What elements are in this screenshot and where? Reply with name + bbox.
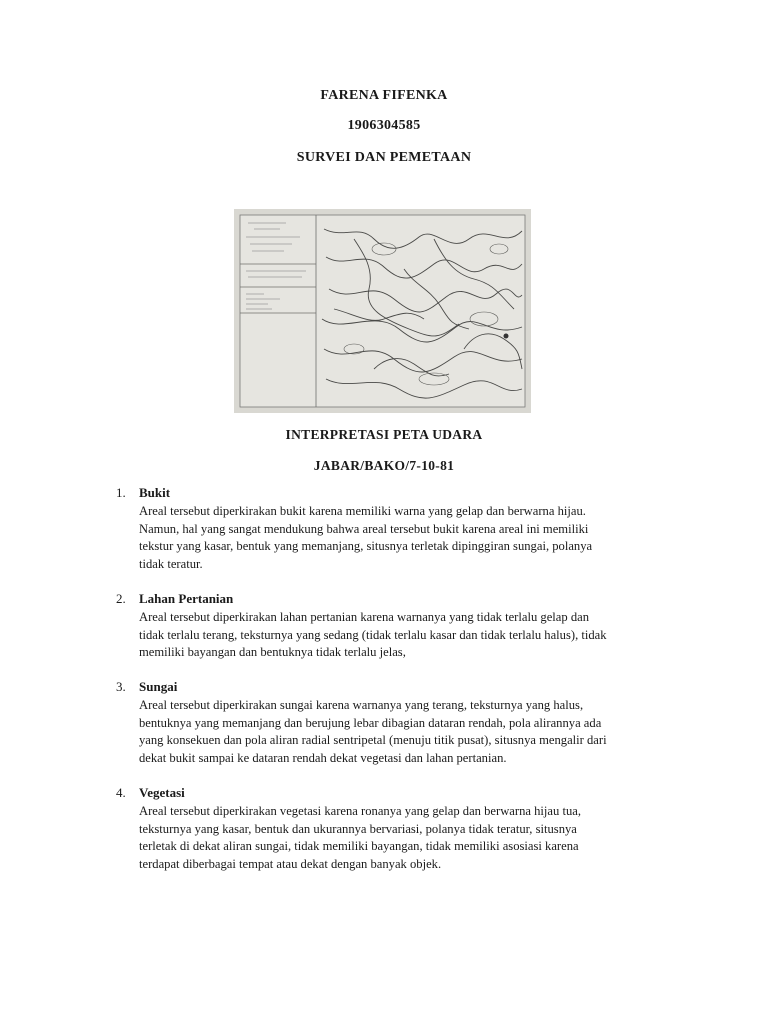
- item-title: Bukit: [139, 485, 171, 500]
- description-line: dekat bukit sampai ke dataran rendah dekat vegetasi dan lahan pertanian.: [139, 750, 507, 765]
- description-line: Areal tersebut diperkirakan sungai karena warnanya yang terang, teksturnya yang halus,: [139, 698, 584, 712]
- item-number: 4.: [116, 785, 126, 800]
- description-line: terdapat diberbagai tempat atau dekat dengan banyak objek.: [139, 856, 442, 871]
- description-line: Areal tersebut diperkirakan bukit karena memiliki warna yang gelap dan berwarna hijau.: [139, 504, 586, 518]
- item-description: [139, 697, 679, 767]
- item-title: Vegetasi: [139, 785, 185, 800]
- description-line: tidak terlalu terang, teksturnya yang sedang (tidak terlalu kasar dan tidak terlalu halus), tidak: [139, 627, 607, 642]
- description-line: tekstur yang kasar, bentuk yang memanjang, situsnya terletak dipinggiran sungai, polanya: [139, 539, 593, 554]
- item-description: [139, 803, 679, 873]
- description-line: yang konsekuen dan pola aliran radial sentripetal (menuju titik pusat), situsnya mengalir dari: [139, 733, 607, 748]
- author-name: FARENA FIFENKA: [320, 88, 448, 103]
- description-line: Areal tersebut diperkirakan vegetasi karena ronanya yang gelap dan berwarna hijau tua,: [139, 804, 581, 818]
- map-title: INTERPRETASI PETA UDARA: [285, 427, 483, 442]
- description-line: tidak teratur.: [139, 556, 203, 571]
- description-line: Namun, hal yang sangat mendukung bahwa areal tersebut bukit karena areal ini memiliki: [139, 521, 589, 536]
- item-number: 3.: [116, 679, 126, 694]
- description-line: bentuknya yang memanjang dan berujung lebar dibagian dataran rendah, pola alirannya ada: [139, 715, 602, 730]
- description-line: terletak di dekat aliran sungai, tidak memiliki bayangan, tidak memiliki asosiasi karena: [139, 839, 579, 854]
- item-title: Lahan Pertanian: [139, 591, 234, 606]
- item-number: 1.: [116, 485, 126, 500]
- student-id: 1906304585: [347, 118, 421, 133]
- item-description: [139, 609, 679, 662]
- description-line: Areal tersebut diperkirakan lahan pertanian karena warnanya yang tidak terlalu gelap dan: [139, 610, 590, 624]
- description-line: memiliki bayangan dan bentuknya tidak terlalu jelas,: [139, 645, 406, 660]
- item-title: Sungai: [139, 679, 178, 694]
- course-title: SURVEI DAN PEMETAAN: [296, 150, 472, 165]
- item-number: 2.: [116, 591, 126, 606]
- aerial-map-photo: [234, 209, 531, 413]
- description-line: teksturnya yang kasar, bentuk dan ukurannya bervariasi, polanya tidak teratur, situsnya: [139, 821, 577, 836]
- hand-drawn-map-illustration: [234, 209, 531, 413]
- item-description: [139, 503, 679, 573]
- map-code: JABAR/BAKO/7-10-81: [313, 458, 455, 473]
